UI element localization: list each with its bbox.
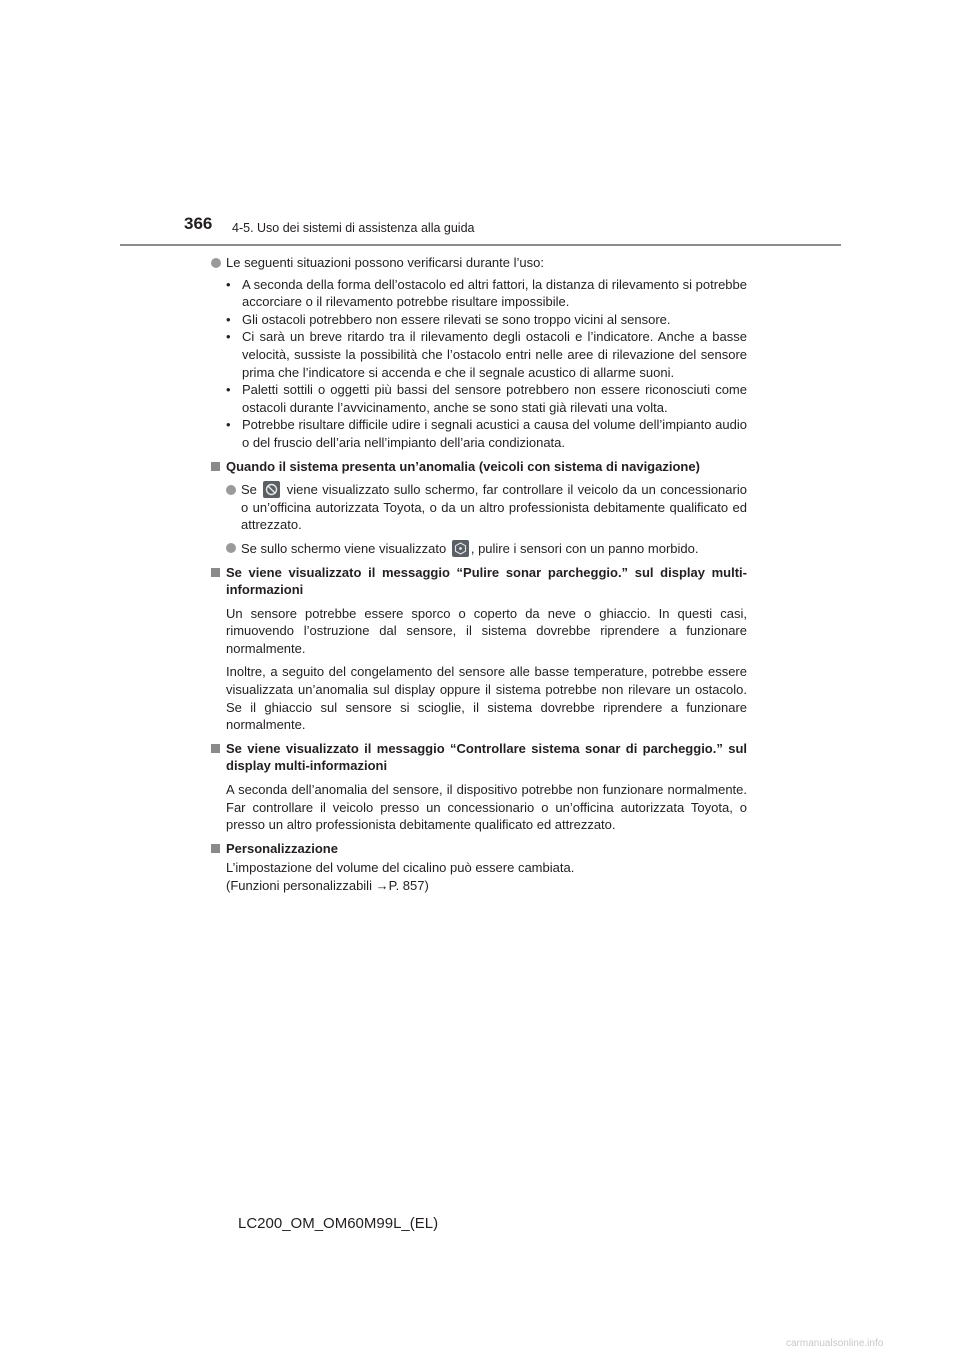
intro-item [211, 254, 747, 272]
list-item-text: Potrebbe risultare difficile udire i segnali acustici a causa del volume dell’impianto audio o del fruscio dell’aria nell’impianto dell’aria condizionata. [242, 417, 747, 450]
clean-item [211, 540, 747, 558]
list-item: • Paletti sottili o oggetti più bassi del sensore potrebbero non essere riconosciuti come ostacoli durante l’avvicinamento, anche se sono stati già rilevati una volta. [226, 382, 747, 415]
custom-section [211, 840, 747, 858]
square-bullet-icon [211, 462, 220, 471]
clean-item-text: Se sullo schermo viene visualizzato , pulire i sensori con un panno morbido. [241, 540, 699, 556]
list-item-text: A seconda della forma dell’ostacolo ed altri fattori, la distanza di rilevamento si potrebbe accorciare o il rilevamento potrebbe risultare impossibile. [242, 276, 747, 310]
intro-text: Le seguenti situazioni possono verificarsi durante l’uso: [226, 255, 544, 270]
list-item: • A seconda della forma dell’ostacolo ed altri fattori, la distanza di rilevamento si potrebbe accorciare o il rilevamento potrebbe risultare impossibile. [226, 276, 747, 310]
paragraph: Inoltre, a seguito del congelamento del sensore alle basse temperature, potrebbe essere visualizzata un’anomalia sul display oppure il sistema potrebbe non rilevare un ostacolo. Se il ghiaccio sul sensore si scioglie, il sistema dovrebbe riprendere a funzionare normalmente. [226, 664, 747, 733]
malfunction-item [211, 481, 747, 534]
malfunction-item-text: Se viene visualizzato sullo schermo, far controllare il veicolo da un concessionario o un’officina autorizzata Toyota, o da un altro professionista debitamente qualificato ed attrezzato. [241, 482, 747, 533]
square-bullet-icon [211, 744, 220, 753]
clean-msg-section [211, 564, 747, 599]
square-bullet-icon [211, 568, 220, 577]
page-number: 366 [184, 214, 213, 233]
malfunction-section [211, 458, 747, 476]
bullet-dot-icon [226, 485, 236, 495]
paragraph: L’impostazione del volume del cicalino può essere cambiata. [226, 860, 575, 876]
bullet-dot-icon [226, 543, 236, 553]
list-item-text: Paletti sottili o oggetti più bassi del sensore potrebbero non essere riconosciuti come ostacoli durante l’avvicinamento, anche se sono stati già rilevati una volta. [242, 382, 747, 415]
list-item: • Ci sarà un breve ritardo tra il rilevamento degli ostacoli e l’indicatore. Anche a basse velocità, sussiste la possibilità che l’ostacolo entri nelle aree di rilevazione del sensore prima che l’indicatore si accenda e che il segnale acustico di allarme suoni. [226, 329, 747, 380]
intro-bullet-list [211, 276, 747, 452]
bullet-dot-icon [211, 258, 221, 268]
sensor-malfunction-icon [263, 481, 280, 498]
watermark: carmanualsonline.info [786, 1338, 884, 1349]
list-item: • Potrebbe risultare difficile udire i segnali acustici a causa del volume dell’impianto audio o del fruscio dell’aria nell’impianto dell’aria condizionata. [226, 417, 747, 450]
section-heading: Se viene visualizzato il messaggio “Pulire sonar parcheggio.” sul display multi-informazioni [226, 564, 747, 598]
cross-reference-link[interactable]: (Funzioni personalizzabili →P. 857) [226, 878, 429, 893]
page-content [211, 254, 747, 895]
section-heading: Se viene visualizzato il messaggio “Controllare sistema sonar di parcheggio.” sul display multi-informazioni [226, 740, 747, 774]
list-item-text: Gli ostacoli potrebbero non essere rilevati se sono troppo vicini al sensore. [242, 311, 671, 327]
paragraph: A seconda dell’anomalia del sensore, il dispositivo potrebbe non funzionare normalmente. Far controllare il veicolo presso un concessionario o un’officina autorizzata Toyota, o presso un altro professionista debitamente qualificato ed attrezzato. [226, 782, 747, 833]
list-item-text: Ci sarà un breve ritardo tra il rilevamento degli ostacoli e l’indicatore. Anche a basse velocità, sussiste la possibilità che l’ostacolo entri nelle aree di rilevazione del sensore prima che l’indicatore si accenda e che il segnale acustico di allarme suoni. [242, 329, 747, 380]
section-heading: Quando il sistema presenta un’anomalia (veicoli con sistema di navigazione) [226, 458, 700, 474]
section-heading: Personalizzazione [226, 840, 338, 856]
paragraph: Un sensore potrebbe essere sporco o coperto da neve o ghiaccio. In questi casi, rimuovendo l’ostruzione dal sensore, il sistema dovrebbe riprendere a funzionare normalmente. [226, 605, 747, 656]
document-code: LC200_OM_OM60M99L_(EL) [238, 1215, 439, 1232]
sensor-clean-icon [452, 540, 469, 557]
check-msg-section [211, 740, 747, 775]
list-item: • Gli ostacoli potrebbero non essere rilevati se sono troppo vicini al sensore. [226, 311, 747, 329]
section-title: 4-5. Uso dei sistemi di assistenza alla guida [232, 221, 475, 235]
square-bullet-icon [211, 844, 220, 853]
header-divider [120, 244, 841, 246]
